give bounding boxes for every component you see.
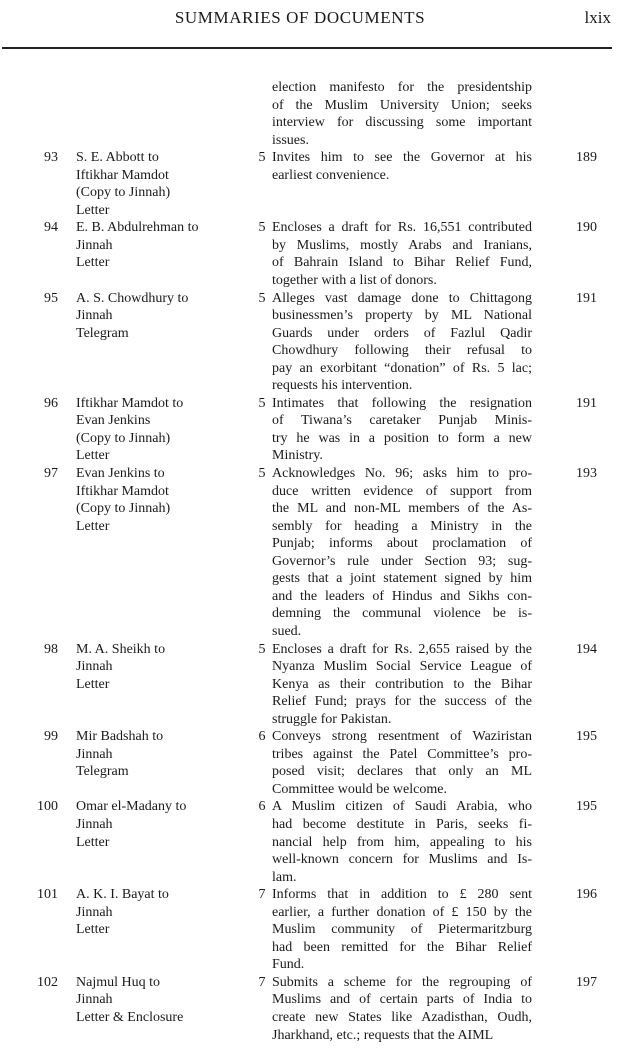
- document-number: 102: [37, 974, 58, 990]
- correspondents: [76, 728, 252, 798]
- spacer: [58, 219, 76, 289]
- correspondent-line: S. E. Abbott to: [76, 150, 159, 166]
- summary-text: [272, 79, 539, 149]
- document-number: 100: [37, 799, 58, 815]
- spacer: [58, 79, 76, 149]
- correspondent-line: Letter: [76, 676, 110, 692]
- document-entry: [0, 79, 623, 149]
- document-entry: [0, 465, 623, 640]
- correspondent-line: Jinnah: [76, 816, 113, 832]
- page-reference: 191: [576, 290, 597, 306]
- document-number: 95: [44, 290, 58, 306]
- summary-line: Muslim community of Pietermaritzburg: [272, 922, 532, 938]
- summary-line: create new States like Azadisthan, Oudh,: [272, 1009, 532, 1025]
- document-date: 5: [258, 290, 266, 306]
- spacer: [58, 465, 76, 640]
- correspondent-line: Iftikhar Mamdot to: [76, 395, 184, 411]
- summary-line: Submits a scheme for the regrouping of: [272, 974, 532, 990]
- spacer: [58, 886, 76, 974]
- document-date: 5: [258, 395, 266, 411]
- document-entry: [0, 886, 623, 974]
- summary-line: and the leaders of Hindus and Sikhs con-: [272, 588, 532, 604]
- correspondent-line: (Copy to Jinnah): [76, 185, 171, 201]
- document-date: 5: [258, 466, 266, 482]
- correspondents: [76, 974, 252, 1044]
- correspondent-line: (Copy to Jinnah): [76, 501, 171, 517]
- document-number: 94: [44, 220, 58, 236]
- summary-line: by Muslims, mostly Arabs and Iranians,: [272, 237, 532, 253]
- correspondent-line: A. K. I. Bayat to: [76, 887, 169, 903]
- summary-line: the ML and non-ML members of the As-: [272, 501, 532, 517]
- page-reference: 190: [576, 220, 597, 236]
- summary-line: sembly for heading a Ministry in the: [272, 518, 532, 534]
- correspondents: [76, 465, 252, 640]
- correspondent-line: Letter: [76, 518, 110, 534]
- summary-line: Alleges vast damage done to Chittagong: [272, 290, 532, 306]
- document-date: 7: [258, 887, 266, 903]
- spacer: [58, 395, 76, 465]
- page-reference: 195: [576, 799, 597, 815]
- document-entry: [0, 728, 623, 798]
- summary-line: Conveys strong resentment of Waziristan: [272, 729, 532, 745]
- summary-text: [272, 641, 539, 729]
- summary-line: A Muslim citizen of Saudi Arabia, who: [272, 799, 532, 815]
- document-number: [0, 79, 58, 149]
- summary-line: sued.: [272, 623, 302, 639]
- document-number: 97: [44, 466, 58, 482]
- correspondent-line: Letter & Enclosure: [76, 1009, 184, 1025]
- summary-line: Chowdhury following their refusal to: [272, 343, 532, 359]
- correspondent-line: Letter: [76, 922, 110, 938]
- document-date: 5: [258, 641, 266, 657]
- page-title: SUMMARIES OF DOCUMENTS: [174, 8, 426, 27]
- correspondent-line: Letter: [76, 202, 110, 218]
- summary-line: Relief Fund; prays for the success of the: [272, 694, 532, 710]
- summary-text: [272, 149, 539, 219]
- summary-line: try he was in a position to form a new: [272, 430, 532, 446]
- correspondent-line: Iftikhar Mamdot: [76, 483, 169, 499]
- summary-text: [272, 465, 539, 640]
- summary-line: Fund.: [272, 957, 305, 973]
- correspondent-line: Najmul Huq to: [76, 974, 160, 990]
- document-number: 99: [44, 729, 58, 745]
- summary-line: earliest convenience.: [272, 167, 390, 183]
- summary-line: Punjab; informs about proclamation of: [272, 536, 532, 552]
- correspondent-line: Telegram: [76, 764, 129, 780]
- document-entry: [0, 290, 623, 395]
- spacer: [58, 728, 76, 798]
- document-date: [252, 79, 272, 149]
- summary-line: had become destitute in Paris, seeks fi-: [272, 816, 532, 832]
- summary-line: of Tiwana’s caretaker Punjab Minis-: [272, 413, 532, 429]
- page-reference: 191: [576, 395, 597, 411]
- document-summary-list: [0, 79, 623, 1044]
- summary-line: issues.: [272, 132, 309, 148]
- spacer: [58, 798, 76, 886]
- spacer: [58, 641, 76, 729]
- page-reference: 193: [576, 466, 597, 482]
- correspondent-line: A. S. Chowdhury to: [76, 290, 189, 306]
- document-date: 5: [258, 150, 266, 166]
- document-entry: [0, 641, 623, 729]
- summary-line: earlier, a further donation of £ 150 by the: [272, 904, 532, 920]
- summary-line: tribes against the Patel Committee’s pro-: [272, 746, 532, 762]
- summary-line: lam.: [272, 869, 297, 885]
- correspondent-line: Letter: [76, 255, 110, 271]
- correspondents: [76, 219, 252, 289]
- summary-text: [272, 219, 539, 289]
- document-number: 98: [44, 641, 58, 657]
- summary-line: struggle for Pakistan.: [272, 711, 392, 727]
- summary-text: [272, 798, 539, 886]
- page-reference: 189: [576, 150, 597, 166]
- document-entry: [0, 974, 623, 1044]
- spacer: [58, 149, 76, 219]
- document-date: 7: [258, 974, 266, 990]
- document-entry: [0, 395, 623, 465]
- summary-line: Muslims and of certain parts of India to: [272, 992, 532, 1008]
- summary-line: gests that a joint statement signed by him: [272, 571, 532, 587]
- summary-line: Ministry.: [272, 448, 323, 464]
- correspondent-line: Iftikhar Mamdot: [76, 167, 169, 183]
- spacer: [58, 974, 76, 1044]
- page-reference: [539, 79, 599, 149]
- summary-line: pay an exorbitant “donation” of Rs. 5 lac;: [272, 360, 532, 376]
- correspondents: [76, 149, 252, 219]
- correspondent-line: Letter: [76, 448, 110, 464]
- summary-line: well-known concern for Muslims and Is-: [272, 852, 532, 868]
- document-number: 96: [44, 395, 58, 411]
- summary-line: Governor’s rule under Section 93; sug-: [272, 553, 532, 569]
- document-date: 6: [258, 729, 266, 745]
- correspondent-line: Telegram: [76, 325, 129, 341]
- correspondents: [76, 798, 252, 886]
- correspondents: [76, 641, 252, 729]
- summary-line: Encloses a draft for Rs. 2,655 raised by the: [272, 641, 532, 657]
- summary-line: Jharkhand, etc.; requests that the AIML: [272, 1027, 494, 1043]
- summary-line: Encloses a draft for Rs. 16,551 contributed: [272, 220, 532, 236]
- correspondent-line: Mir Badshah to: [76, 729, 164, 745]
- summary-line: of Bahrain Island to Bihar Relief Fund,: [272, 255, 532, 271]
- summary-line: interview for discussing some important: [272, 115, 532, 131]
- correspondent-line: M. A. Sheikh to: [76, 641, 166, 657]
- document-date: 5: [258, 220, 266, 236]
- summary-line: requests his intervention.: [272, 378, 413, 394]
- document-date: 6: [258, 799, 266, 815]
- summary-line: Acknowledges No. 96; asks him to pro-: [272, 466, 532, 482]
- page-reference: 194: [576, 641, 597, 657]
- correspondent-line: Jinnah: [76, 659, 113, 675]
- summary-line: election manifesto for the presidentship: [272, 80, 532, 95]
- summary-text: [272, 395, 539, 465]
- document-entry: [0, 219, 623, 289]
- document-entry: [0, 798, 623, 886]
- summary-line: duce written evidence of support from: [272, 483, 532, 499]
- correspondents: [76, 395, 252, 465]
- summary-text: [272, 728, 539, 798]
- correspondent-line: Jinnah: [76, 992, 113, 1008]
- summary-line: Intimates that following the resignation: [272, 395, 532, 411]
- correspondent-line: E. B. Abdulrehman to: [76, 220, 199, 236]
- summary-line: together with a list of donors.: [272, 273, 437, 289]
- correspondent-line: Jinnah: [76, 904, 113, 920]
- page-reference: 196: [576, 887, 597, 903]
- document-entry: [0, 149, 623, 219]
- correspondent-line: Jinnah: [76, 746, 113, 762]
- spacer: [58, 290, 76, 395]
- correspondent-line: Letter: [76, 834, 110, 850]
- correspondent-line: Evan Jenkins to: [76, 466, 165, 482]
- correspondent-line: Jinnah: [76, 308, 113, 324]
- summary-text: [272, 974, 539, 1044]
- correspondents: [76, 290, 252, 395]
- correspondent-line: Omar el-Madany to: [76, 799, 187, 815]
- page-number: lxix: [584, 8, 611, 27]
- summary-line: Committee would be welcome.: [272, 781, 447, 797]
- summary-line: nancial help from him, appealing to his: [272, 834, 532, 850]
- summary-line: of the Muslim University Union; seeks: [272, 97, 532, 113]
- summary-line: Invites him to see the Governor at his: [272, 150, 532, 166]
- document-number: 101: [37, 887, 58, 903]
- page-reference: 195: [576, 729, 597, 745]
- summary-line: Kenya as their contribution to the Bihar: [272, 676, 532, 692]
- summary-text: [272, 290, 539, 395]
- correspondent-line: Evan Jenkins: [76, 413, 151, 429]
- summary-line: businessmen’s property by ML National: [272, 308, 532, 324]
- summary-line: demning the communal violence be is-: [272, 606, 532, 622]
- summary-line: posed visit; declares that only an ML: [272, 764, 532, 780]
- correspondents: [76, 79, 252, 149]
- document-number: 93: [44, 150, 58, 166]
- correspondents: [76, 886, 252, 974]
- summary-line: Informs that in addition to £ 280 sent: [272, 887, 532, 903]
- summary-line: Nyanza Muslim Social Service League of: [272, 659, 532, 675]
- header-rule: [2, 47, 612, 49]
- page-reference: 197: [576, 974, 597, 990]
- summary-text: [272, 886, 539, 974]
- summary-line: Guards under orders of Fazlul Qadir: [272, 325, 532, 341]
- correspondent-line: (Copy to Jinnah): [76, 430, 171, 446]
- correspondent-line: Jinnah: [76, 237, 113, 253]
- summary-line: had been remitted for the Bihar Relief: [272, 939, 532, 955]
